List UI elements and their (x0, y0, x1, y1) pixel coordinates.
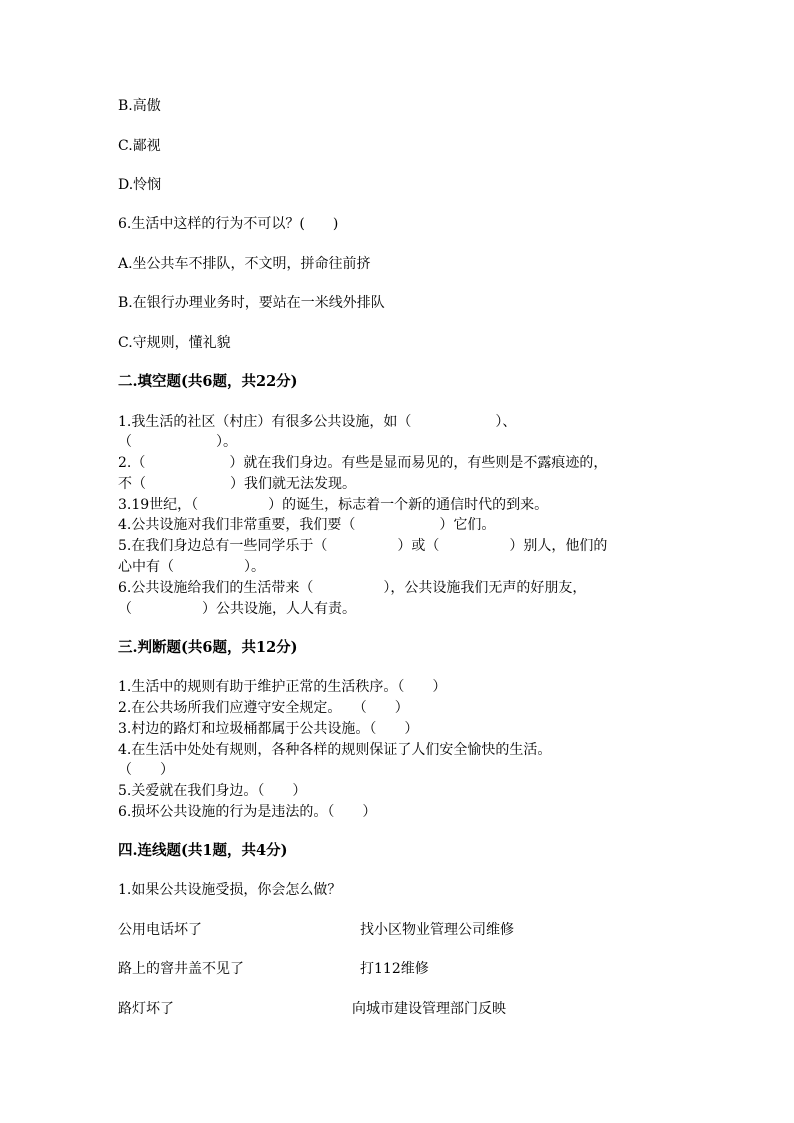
match-left-item: 路灯坏了 (118, 1001, 174, 1017)
fill-line: 1.我生活的社区（村庄）有很多公共设施，如（ ）、 (118, 414, 517, 430)
question-stem: 6.生活中这样的行为不可以？( ) (118, 216, 339, 232)
fill-line: 3.19世纪，（ ）的诞生，标志着一个新的通信时代的到来。 (118, 497, 549, 513)
match-right-item: 打112维修 (360, 961, 429, 977)
match-left-item: 路上的窨井盖不见了 (118, 961, 244, 977)
match-right-item: 向城市建设管理部门反映 (352, 1001, 506, 1017)
option-d: D.怜悯 (118, 177, 162, 193)
judge-line: 5.关爱就在我们身边。（ ） (118, 783, 307, 799)
judge-line: 6.损坏公共设施的行为是违法的。（ ） (118, 804, 377, 820)
option-a: A.坐公共车不排队，不文明，拼命往前挤 (118, 256, 371, 272)
section-heading: 四.连线题(共1题，共4分) (118, 842, 288, 859)
section-heading: 二.填空题(共6题，共22分) (118, 373, 298, 390)
option-c: C.鄙视 (118, 138, 161, 154)
match-left-item: 公用电话坏了 (118, 922, 202, 938)
fill-line: 不（ ）我们就无法发现。 (118, 476, 356, 492)
fill-line: 6.公共设施给我们的生活带来（ ），公共设施我们无声的好朋友， (118, 580, 587, 596)
fill-line: 4.公共设施对我们非常重要，我们要（ ）它们。 (118, 517, 496, 533)
match-question: 1.如果公共设施受损，你会怎么做？ (118, 882, 342, 898)
fill-line: 心中有（ ）。 (118, 559, 265, 575)
judge-line: 3.村边的路灯和垃圾桶都属于公共设施。（ ） (118, 721, 419, 737)
fill-line: （ ）。 (118, 434, 237, 450)
option-c: C.守规则，懂礼貌 (118, 335, 231, 351)
judge-line: 1.生活中的规则有助于维护正常的生活秩序。（ ） (118, 679, 447, 695)
fill-line: 2.（ ）就在我们身边。有些是显而易见的，有些则是不露痕迹的， (118, 455, 608, 471)
fill-line: 5.在我们身边总有一些同学乐于（ ）或（ ）别人，他们的 (118, 538, 608, 554)
judge-line: （ ） (118, 762, 174, 778)
option-b: B.在银行办理业务时，要站在一米线外排队 (118, 295, 385, 311)
match-right-item: 找小区物业管理公司维修 (360, 922, 514, 938)
judge-line: 4.在生活中处处有规则，各种各样的规则保证了人们安全愉快的生活。 (118, 742, 552, 758)
section-heading: 三.判断题(共6题，共12分) (118, 639, 298, 656)
fill-line: （ ）公共设施，人人有责。 (118, 601, 356, 617)
option-b: B.高傲 (118, 98, 161, 114)
judge-line: 2.在公共场所我们应遵守安全规定。 （ ） (118, 700, 409, 716)
